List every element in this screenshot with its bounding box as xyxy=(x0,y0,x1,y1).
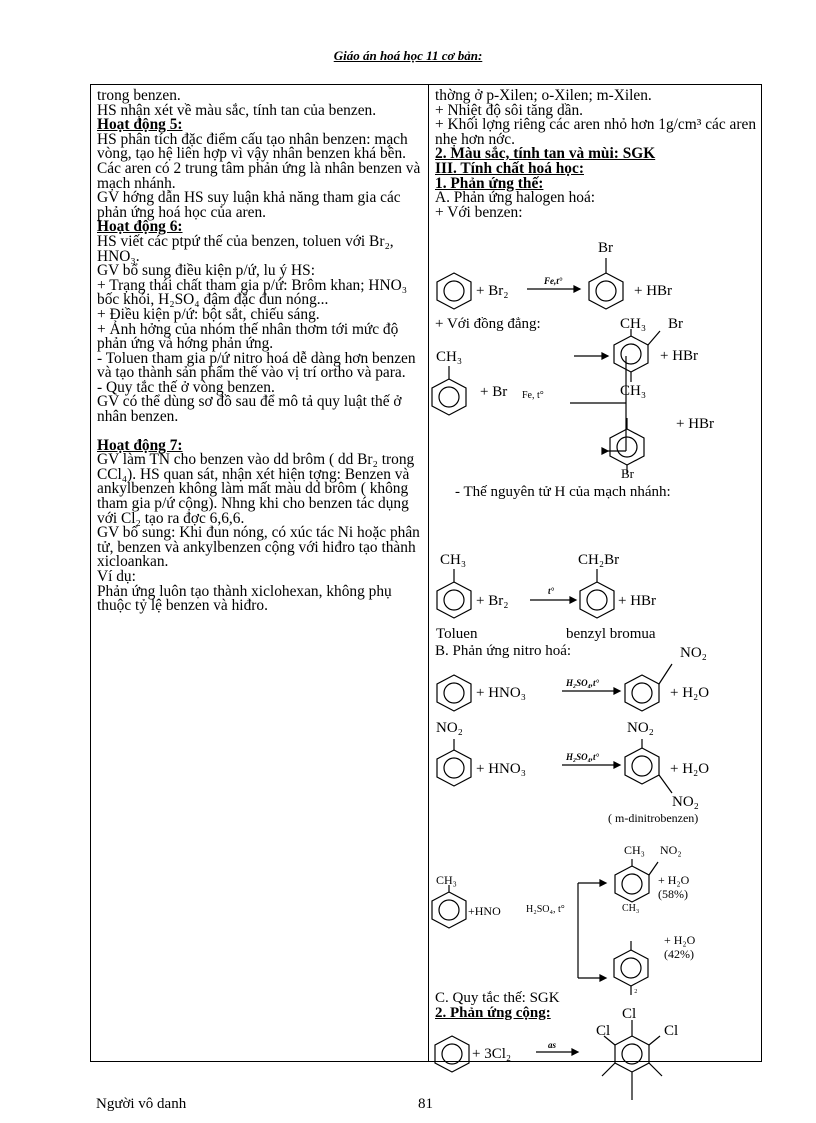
paragraph: Phản ứng luôn tạo thành xiclohexan, không phụ thuộc tỷ lệ benzen và hiđro. xyxy=(97,582,392,615)
benzene-ring xyxy=(614,950,648,986)
benzene-ring xyxy=(615,1036,649,1072)
paragraph: + Nhiệt độ sôi tăng dần. xyxy=(435,101,584,119)
substituent-label: Br xyxy=(598,240,613,256)
condition-label: H₂SO₄,t° xyxy=(566,752,600,762)
benzene-ring xyxy=(437,675,471,711)
arrow-head xyxy=(574,286,580,292)
benzene-ring xyxy=(437,750,471,786)
paragraph: GV bổ sung: Khi đun nóng, có xúc tác Ni hoặc phân tử, benzen và ankylbenzen cộng với hiđro tạo thành xicloankan. xyxy=(97,524,420,571)
benzene-circle xyxy=(444,281,464,301)
reagent-label: + Br xyxy=(480,384,508,400)
product-label: + HBr xyxy=(676,416,715,432)
arrow-head xyxy=(602,448,608,454)
paragraph: thờng ở p-Xilen; o-Xilen; m-Xilen. xyxy=(435,87,652,104)
condition-label: as xyxy=(548,1040,557,1050)
section-label: + Với đồng đẳng: xyxy=(435,316,541,332)
section-heading: 1. Phản ứng thế: xyxy=(435,174,544,192)
section-heading: III. Tính chất hoá học: xyxy=(435,159,584,177)
paragraph: GV hớng dẫn HS suy luận khả năng tham gia các phản ứng hoá học của aren. xyxy=(97,189,401,221)
product-label: + HBr xyxy=(634,283,673,299)
reagent-label: + 3Cl₂ xyxy=(472,1046,512,1062)
substituent-label: Cl xyxy=(596,1023,611,1039)
bond xyxy=(649,1036,660,1045)
section-heading: Hoạt động 7: xyxy=(97,436,183,454)
product-label: + H₂O xyxy=(670,685,710,701)
benzene-circle xyxy=(587,590,607,610)
bond xyxy=(648,331,660,345)
benzene-ring xyxy=(432,892,466,928)
bond xyxy=(602,1063,615,1076)
benzene-circle xyxy=(622,1044,642,1064)
paragraph: HS phân tích đặc điểm cấu tạo nhân benzen: mạch vòng, tạo hệ liên hợp vì vậy nhân benzen khá bền. Các aren có 2 trung tâm phản ứng là nhân benzen và mạch nhánh. xyxy=(97,130,421,192)
paragraph: A. Phản ứng halogen hoá: xyxy=(435,189,596,207)
arrow-head xyxy=(572,1049,578,1055)
reagent-label: + HNO₃ xyxy=(476,761,526,777)
paragraph: Ví dụ: xyxy=(97,568,136,585)
substituent-label: CH₃ xyxy=(622,903,640,914)
paragraph: trong benzen. xyxy=(97,87,181,104)
yield-label: (42%) xyxy=(664,947,694,961)
condition-label: Fe, t° xyxy=(522,390,544,401)
benzene-ring xyxy=(437,582,471,618)
benzene-ring xyxy=(625,748,659,784)
product-label: + HBr xyxy=(618,593,657,609)
benzene-circle xyxy=(632,683,652,703)
benzene-circle xyxy=(622,874,642,894)
compound-name: Toluen xyxy=(436,626,478,642)
substituent-label: CH₃ xyxy=(620,383,647,399)
bond xyxy=(659,664,672,684)
paragraph: GV có thể dùng sơ đồ sau để mô tả quy luật thế ở nhân benzen. xyxy=(97,393,402,426)
product-label: + H₂O xyxy=(670,761,710,777)
substituent-label: Br xyxy=(621,466,634,481)
substituent-label: CH₃ xyxy=(620,316,647,332)
footer-author: Người vô danh xyxy=(96,1096,187,1112)
paragraph: GV làm TN cho benzen vào dd brôm ( dd Br₂ trong CCl₄). HS quan sát, nhận xét hiện tợng: Benzen và ankylbenzen không làm mất màu dd brôm ( không tham gia p/ứ cộng). Nhng khi cho benzen tác dụng với Cl₂ tạo ra đợc 6,6,6. xyxy=(97,451,415,527)
product-label: + H₂O xyxy=(664,933,696,947)
substituent-label: NO₂ xyxy=(627,720,654,736)
substituent-label: ₂ xyxy=(634,983,638,994)
condition-label: H₂SO₄, t° xyxy=(526,904,565,915)
substituent-label: CH₃ xyxy=(440,552,467,568)
arrow-head xyxy=(600,880,606,886)
benzene-circle xyxy=(621,958,641,978)
benzene-ring xyxy=(435,1036,469,1072)
benzene-circle xyxy=(444,758,464,778)
reagent-label: +HNO xyxy=(468,904,501,918)
substituent-label: CH₂Br xyxy=(578,552,620,568)
substituent-label: Cl xyxy=(622,1006,637,1022)
paragraph: - Toluen tham gia p/ứ nitro hoá dễ dàng hơn benzen và tạo thành sản phẩm thế vào vị trí ortho và para. xyxy=(97,349,416,382)
section-heading: Hoạt động 5: xyxy=(97,116,183,134)
substituent-label: NO₂ xyxy=(672,794,699,810)
section-heading: 2. Màu sắc, tính tan và mùi: SGK xyxy=(435,145,656,163)
benzene-ring xyxy=(625,675,659,711)
benzene-circle xyxy=(596,281,616,301)
benzene-circle xyxy=(439,387,459,407)
condition-label: t° xyxy=(548,586,555,596)
reagent-label: + Br₂ xyxy=(476,283,509,299)
paragraph: HS viết các ptpứ thế của benzen, toluen với Br₂, HNO₃. xyxy=(97,232,394,265)
benzene-circle xyxy=(442,1044,462,1064)
substituent-label: CH₃ xyxy=(624,843,645,857)
condition-label: H₂SO₄,t° xyxy=(566,678,600,688)
benzene-ring xyxy=(589,273,623,309)
paragraph: + Điều kiện p/ứ: bột sắt, chiếu sáng. xyxy=(97,305,320,323)
benzene-ring xyxy=(580,582,614,618)
benzene-ring xyxy=(437,273,471,309)
substituent-label: NO₂ xyxy=(436,720,463,736)
section-heading: Hoạt động 6: xyxy=(97,218,183,236)
substituent-label: NO₂ xyxy=(680,645,707,661)
section-heading: 2. Phản ứng cộng: xyxy=(435,1005,551,1021)
bond xyxy=(649,862,658,875)
benzene-ring xyxy=(432,379,466,415)
paragraph: HS nhận xét về màu sắc, tính tan của benzen. xyxy=(97,101,377,119)
substituent-label: Cl xyxy=(664,1023,679,1039)
substituent-label: CH₃ xyxy=(436,349,463,365)
benzene-circle xyxy=(439,900,459,920)
compound-name: ( m-dinitrobenzen) xyxy=(608,811,699,825)
section-label: - Thế nguyên tử H của mạch nhánh: xyxy=(455,484,671,500)
benzene-ring xyxy=(614,336,648,372)
paragraph: + Trạng thái chất tham gia p/ứ: Brôm khan; HNO₃ bốc khói, H₂SO₄ đậm đặc đun nóng... xyxy=(97,276,408,309)
compound-name: benzyl bromua xyxy=(566,626,656,642)
paragraph: + Khối lợng riêng các aren nhỏ hơn 1g/cm³ các aren nhẹ hơn nớc. xyxy=(435,116,757,148)
arrow-head xyxy=(614,688,620,694)
page-number: 81 xyxy=(418,1096,433,1112)
benzene-circle xyxy=(444,590,464,610)
arrow-head xyxy=(600,975,606,981)
condition-label: Fe,t° xyxy=(544,276,563,286)
benzene-ring xyxy=(615,866,649,902)
benzene-circle xyxy=(632,756,652,776)
reagent-label: + HNO₃ xyxy=(476,685,526,701)
bond xyxy=(649,1063,662,1076)
benzene-circle xyxy=(617,437,637,457)
arrow-head xyxy=(614,762,620,768)
substituent-label: NO₂ xyxy=(660,843,682,857)
arrow-head xyxy=(570,597,576,603)
arrow-head xyxy=(602,353,608,359)
product-label: + H₂O xyxy=(658,873,690,887)
product-label: + HBr xyxy=(660,348,699,364)
paragraph: - Quy tắc thế ở vòng benzen. xyxy=(97,378,275,396)
paragraph: + Với benzen: xyxy=(435,203,523,221)
benzene-circle xyxy=(621,344,641,364)
substituent-label: CH₃ xyxy=(436,873,457,887)
section-label: C. Quy tắc thế: SGK xyxy=(435,990,560,1006)
substituent-label: Br xyxy=(668,316,683,332)
benzene-circle xyxy=(444,683,464,703)
paragraph: GV bổ sung điều kiện p/ứ, lu ý HS: xyxy=(97,262,315,280)
reagent-label: + Br₂ xyxy=(476,593,509,609)
yield-label: (58%) xyxy=(658,887,688,901)
section-label: B. Phản ứng nitro hoá: xyxy=(435,643,572,659)
benzene-ring xyxy=(610,429,644,465)
paragraph: + Ảnh hởng của nhóm thế nhân thơm tới mức độ phản ứng và hớng phản ứng. xyxy=(97,320,399,353)
page-header: Giáo án hoá học 11 cơ bản: xyxy=(333,48,483,63)
